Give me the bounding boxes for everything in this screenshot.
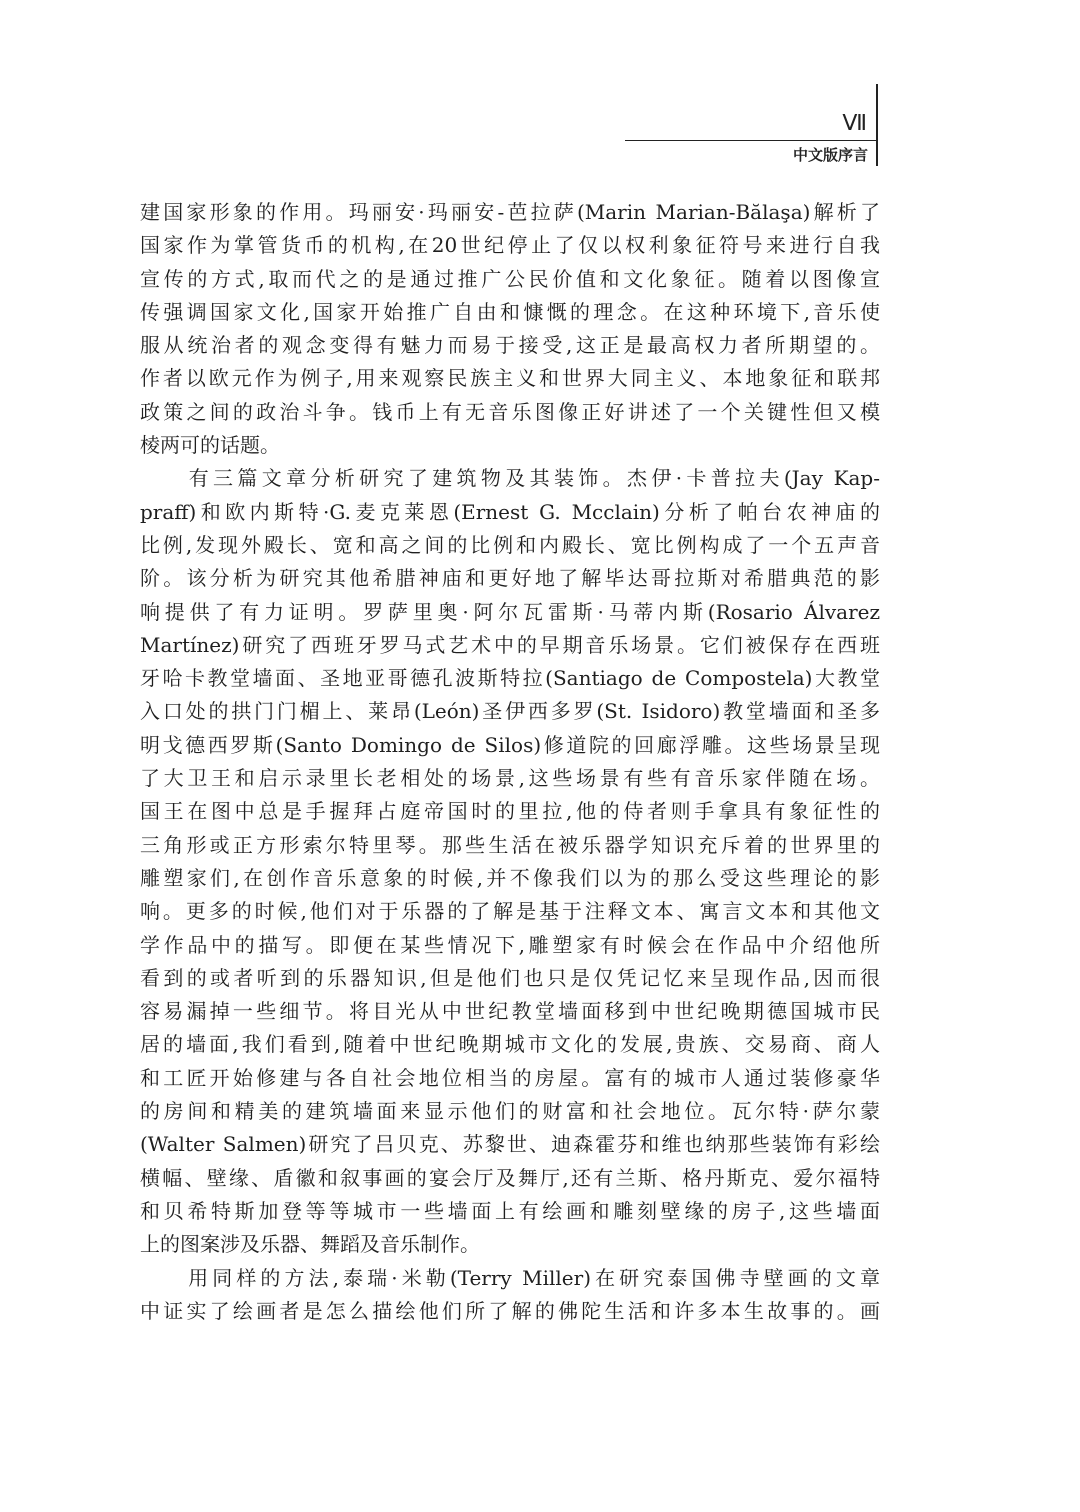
text-line: 三角形或正方形索尔特里琴。那些生活在被乐器学知识充斥着的世界里的 bbox=[140, 832, 880, 857]
text-line: 政策之间的政治斗争。钱币上有无音乐图像正好讲述了一个关键性但又模 bbox=[140, 399, 880, 424]
text-line: 国王在图中总是手握拜占庭帝国时的里拉,他的侍者则手拿具有象征性的 bbox=[140, 799, 880, 824]
text-line: 宣传的方式,取而代之的是通过推广公民价值和文化象征。随着以图像宣 bbox=[140, 266, 880, 291]
paragraph bbox=[140, 1262, 880, 1329]
text-line: 明戈德西罗斯(Santo Domingo de Silos)修道院的回廊浮雕。这些场景呈现 bbox=[140, 732, 880, 757]
text-line: 雕塑家们,在创作音乐意象的时候,并不像我们以为的那么受这些理论的影 bbox=[140, 865, 880, 890]
text-line: 有三篇文章分析研究了建筑物及其装饰。杰伊·卡普拉夫(Jay Kap- bbox=[140, 466, 880, 491]
text-line: 入口处的拱门门楣上、莱昂(León)圣伊西多罗(St. Isidoro)教堂墙面和圣多 bbox=[140, 699, 880, 724]
page-number: Ⅶ bbox=[842, 110, 866, 135]
text-line: Martínez)研究了西班牙罗马式艺术中的早期音乐场景。它们被保存在西班 bbox=[140, 632, 880, 657]
text-line: 居的墙面,我们看到,随着中世纪晚期城市文化的发展,贵族、交易商、商人 bbox=[140, 1032, 880, 1057]
paragraph bbox=[140, 196, 880, 462]
body-text bbox=[140, 196, 880, 1328]
text-line: 中证实了绘画者是怎么描绘他们所了解的佛陀生活和许多本生故事的。画 bbox=[140, 1298, 880, 1323]
text-line: 学作品中的描写。即便在某些情况下,雕塑家有时候会在作品中介绍他所 bbox=[140, 932, 880, 957]
text-line: 用同样的方法,泰瑞·米勒(Terry Miller)在研究泰国佛寺壁画的文章 bbox=[140, 1265, 880, 1290]
text-line: 和工匠开始修建与各自社会地位相当的房屋。富有的城市人通过装修豪华 bbox=[140, 1065, 880, 1090]
paragraph bbox=[140, 462, 880, 1261]
text-line: 比例,发现外殿长、宽和高之间的比例和内殿长、宽比例构成了一个五声音 bbox=[140, 532, 880, 557]
text-line: 牙哈卡教堂墙面、圣地亚哥德孔波斯特拉(Santiago de Compostela)大教堂 bbox=[140, 666, 880, 691]
text-line: 传强调国家文化,国家开始推广自由和慷慨的理念。在这种环境下,音乐使 bbox=[140, 299, 880, 324]
text-line: 看到的或者听到的乐器知识,但是他们也只是仅凭记忆来呈现作品,因而很 bbox=[140, 965, 880, 990]
text-line: praff)和欧内斯特·G.麦克莱恩(Ernest G. Mcclain)分析了帕台农神庙的 bbox=[140, 499, 880, 524]
text-line: 响。更多的时候,他们对于乐器的了解是基于注释文本、寓言文本和其他文 bbox=[140, 899, 880, 924]
text-line: 建国家形象的作用。玛丽安·玛丽安-芭拉萨(Marin Marian-Bălaşa)解析了 bbox=[140, 200, 880, 224]
header-vertical-rule bbox=[876, 84, 878, 166]
text-line: 作者以欧元作为例子,用来观察民族主义和世界大同主义、本地象征和联邦 bbox=[140, 366, 880, 391]
text-line: 上的图案涉及乐器、舞蹈及音乐制作。 bbox=[140, 1232, 480, 1257]
text-line: 国家作为掌管货币的机构,在20世纪停止了仅以权利象征符号来进行自我 bbox=[140, 233, 880, 258]
text-line: 的房间和精美的建筑墙面来显示他们的财富和社会地位。瓦尔特·萨尔蒙 bbox=[140, 1099, 880, 1124]
text-line: 服从统治者的观念变得有魅力而易于接受,这正是最高权力者所期望的。 bbox=[140, 333, 880, 358]
text-line: 横幅、壁缘、盾徽和叙事画的宴会厅及舞厅,还有兰斯、格丹斯克、爱尔福特 bbox=[140, 1165, 880, 1190]
text-line: 棱两可的话题。 bbox=[140, 433, 280, 458]
text-line: 响提供了有力证明。罗萨里奥·阿尔瓦雷斯·马蒂内斯(Rosario Álvarez bbox=[140, 599, 880, 624]
text-line: 和贝希特斯加登等等城市一些墙面上有绘画和雕刻壁缘的房子,这些墙面 bbox=[140, 1198, 880, 1223]
text-line: 阶。该分析为研究其他希腊神庙和更好地了解毕达哥拉斯对希腊典范的影 bbox=[140, 566, 880, 591]
text-line: 了大卫王和启示录里长老相处的场景,这些场景有些有音乐家伴随在场。 bbox=[140, 766, 880, 791]
text-line: (Walter Salmen)研究了吕贝克、苏黎世、迪森霍芬和维也纳那些装饰有彩绘 bbox=[140, 1132, 880, 1157]
header-horizontal-rule bbox=[625, 140, 878, 141]
running-head: 中文版序言 bbox=[792, 146, 868, 164]
text-line: 容易漏掉一些细节。将目光从中世纪教堂墙面移到中世纪晚期德国城市民 bbox=[140, 999, 880, 1024]
